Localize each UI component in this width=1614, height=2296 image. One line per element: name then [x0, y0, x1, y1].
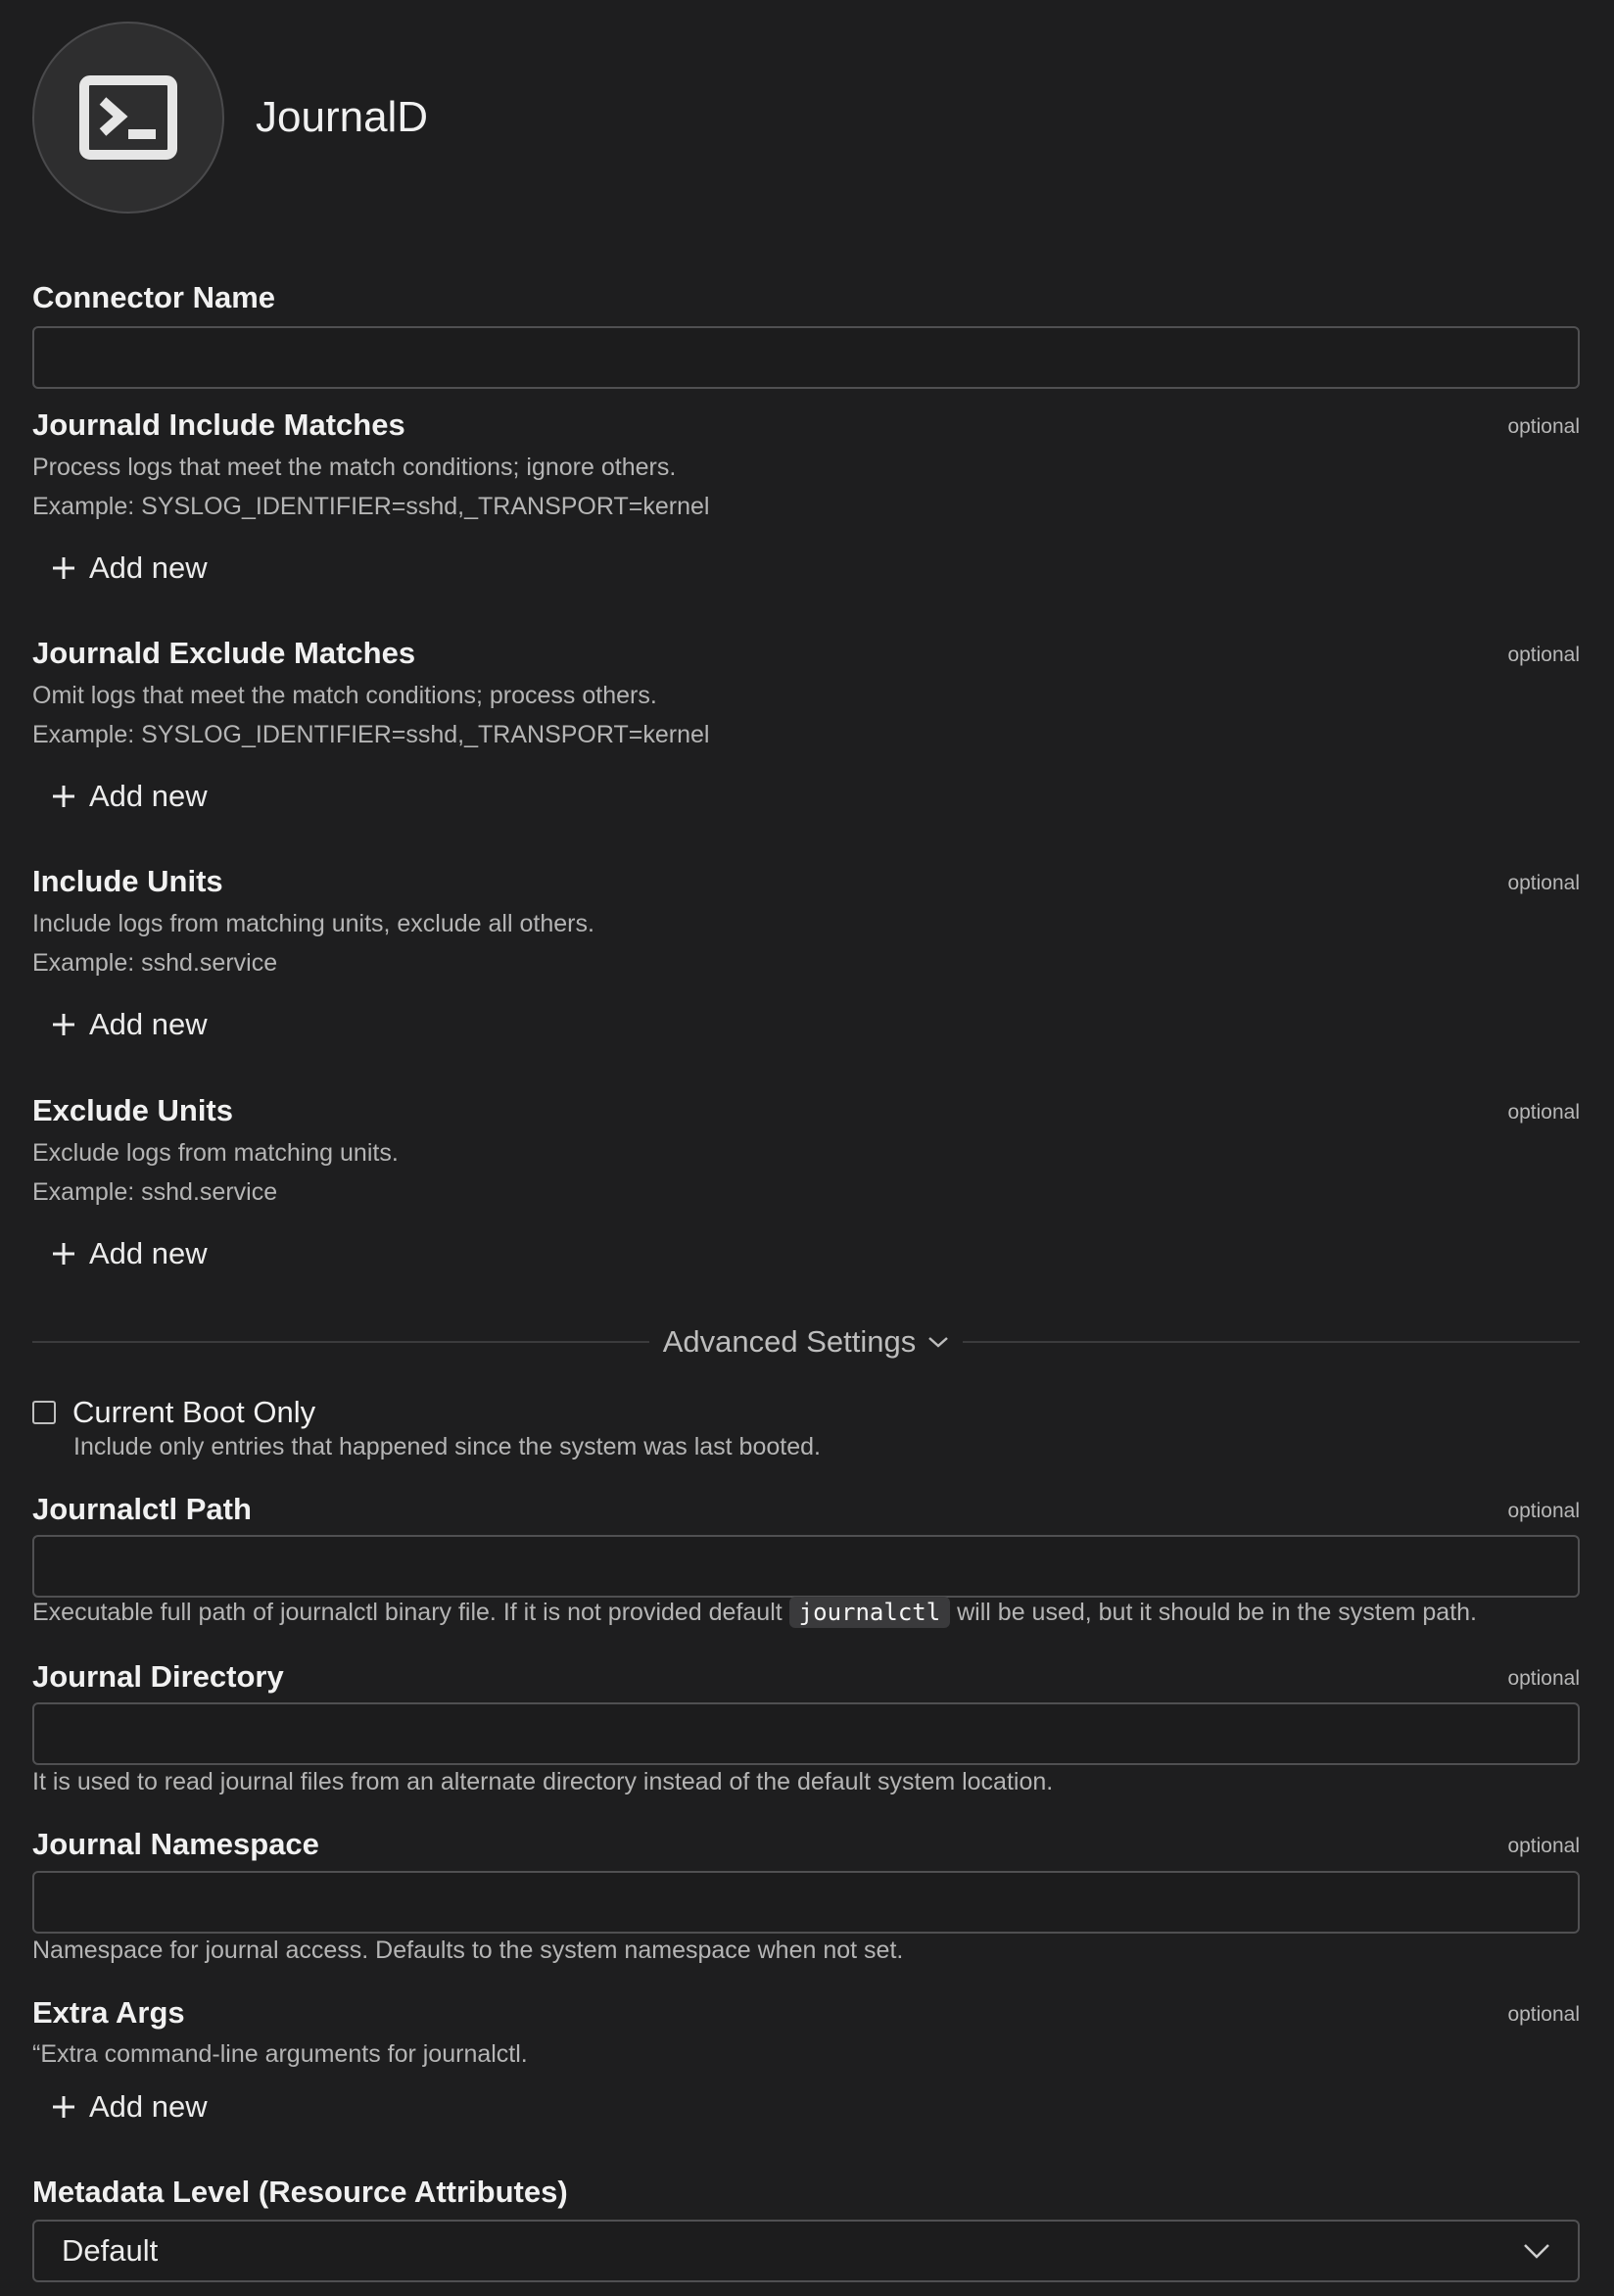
current-boot-checkbox[interactable] [32, 1401, 56, 1424]
plus-icon [52, 1013, 75, 1036]
plus-icon [52, 785, 75, 808]
advanced-settings-toggle[interactable] [649, 1324, 964, 1360]
exclude-units-example: Example: sshd.service [32, 1178, 278, 1206]
connector-name-label: Connector Name [32, 280, 276, 314]
exclude-matches-label: Journald Exclude Matches [32, 636, 416, 670]
journalctl-path-input[interactable] [32, 1535, 1580, 1598]
terminal-icon [79, 75, 177, 160]
journal-directory-input[interactable] [32, 1702, 1580, 1765]
include-matches-example: Example: SYSLOG_IDENTIFIER=sshd,_TRANSPORT=kernel [32, 493, 710, 520]
exclude-units-header [32, 1093, 1580, 1132]
metadata-level-select[interactable] [32, 2220, 1580, 2282]
extra-args-add-button[interactable] [32, 2089, 208, 2125]
optional-tag: optional [1507, 2003, 1580, 2026]
exclude-units-add-button[interactable] [32, 1236, 208, 1271]
exclude-units-description: Exclude logs from matching units. [32, 1139, 399, 1167]
add-new-label: Add new [89, 550, 208, 585]
include-matches-header [32, 407, 1580, 447]
advanced-settings-label: Advanced Settings [662, 1324, 917, 1359]
add-new-label: Add new [89, 1236, 208, 1270]
journal-namespace-label: Journal Namespace [32, 1827, 319, 1861]
optional-tag: optional [1507, 872, 1580, 894]
extra-args-description: “Extra command-line arguments for journalctl. [32, 2040, 528, 2068]
chevron-down-icon [927, 1335, 949, 1349]
metadata-level-selected: Default [62, 2233, 159, 2268]
optional-tag: optional [1507, 1500, 1580, 1522]
journalctl-path-help-text-end: will be used, but it should be in the system path. [957, 1599, 1477, 1626]
exclude-matches-header [32, 636, 1580, 675]
divider-line [963, 1341, 1580, 1343]
include-matches-label: Journald Include Matches [32, 407, 405, 442]
optional-tag: optional [1507, 1835, 1580, 1857]
exclude-units-label: Exclude Units [32, 1093, 233, 1127]
journal-namespace-input[interactable] [32, 1871, 1580, 1934]
include-units-header [32, 864, 1580, 903]
optional-tag: optional [1507, 1101, 1580, 1124]
current-boot-description: Include only entries that happened since the system was last booted. [73, 1433, 821, 1460]
include-units-example: Example: sshd.service [32, 949, 278, 977]
include-matches-description: Process logs that meet the match conditions; ignore others. [32, 454, 677, 481]
plus-icon [52, 2095, 75, 2119]
chevron-down-icon [1523, 2243, 1550, 2259]
include-units-description: Include logs from matching units, exclude all others. [32, 910, 594, 937]
journal-directory-header [32, 1659, 1580, 1698]
exclude-matches-example: Example: SYSLOG_IDENTIFIER=sshd,_TRANSPORT=kernel [32, 721, 710, 748]
exclude-matches-add-button[interactable] [32, 779, 208, 814]
advanced-settings-divider [32, 1322, 1580, 1362]
journalctl-path-help-text: Executable full path of journalctl binary file. If it is not provided default [32, 1599, 783, 1626]
plus-icon [52, 556, 75, 580]
extra-args-label: Extra Args [32, 1995, 185, 2030]
add-new-label: Add new [89, 2089, 208, 2124]
connector-avatar [32, 22, 224, 214]
divider-line [32, 1341, 649, 1343]
journalctl-code: journalctl [789, 1597, 951, 1628]
metadata-level-label: Metadata Level (Resource Attributes) [32, 2175, 568, 2209]
page-title: JournalD [256, 93, 429, 141]
connector-name-input[interactable] [32, 326, 1580, 389]
journal-namespace-help: Namespace for journal access. Defaults to the system namespace when not set. [32, 1937, 904, 1964]
journal-directory-help: It is used to read journal files from an alternate directory instead of the default system location. [32, 1768, 1054, 1795]
optional-tag: optional [1507, 1667, 1580, 1690]
include-units-label: Include Units [32, 864, 223, 898]
journalctl-path-label: Journalctl Path [32, 1492, 252, 1526]
plus-icon [52, 1242, 75, 1266]
journal-namespace-header [32, 1827, 1580, 1866]
current-boot-row [32, 1393, 1580, 1432]
add-new-label: Add new [89, 779, 208, 813]
optional-tag: optional [1507, 415, 1580, 438]
include-units-add-button[interactable] [32, 1007, 208, 1042]
add-new-label: Add new [89, 1007, 208, 1041]
connector-header [32, 20, 428, 215]
exclude-matches-description: Omit logs that meet the match conditions; process others. [32, 682, 657, 709]
optional-tag: optional [1507, 644, 1580, 666]
journalctl-path-header [32, 1492, 1580, 1531]
journal-directory-label: Journal Directory [32, 1659, 284, 1694]
journalctl-path-help [32, 1599, 1580, 1627]
extra-args-header [32, 1995, 1580, 2034]
include-matches-add-button[interactable] [32, 550, 208, 586]
current-boot-label: Current Boot Only [72, 1395, 316, 1429]
